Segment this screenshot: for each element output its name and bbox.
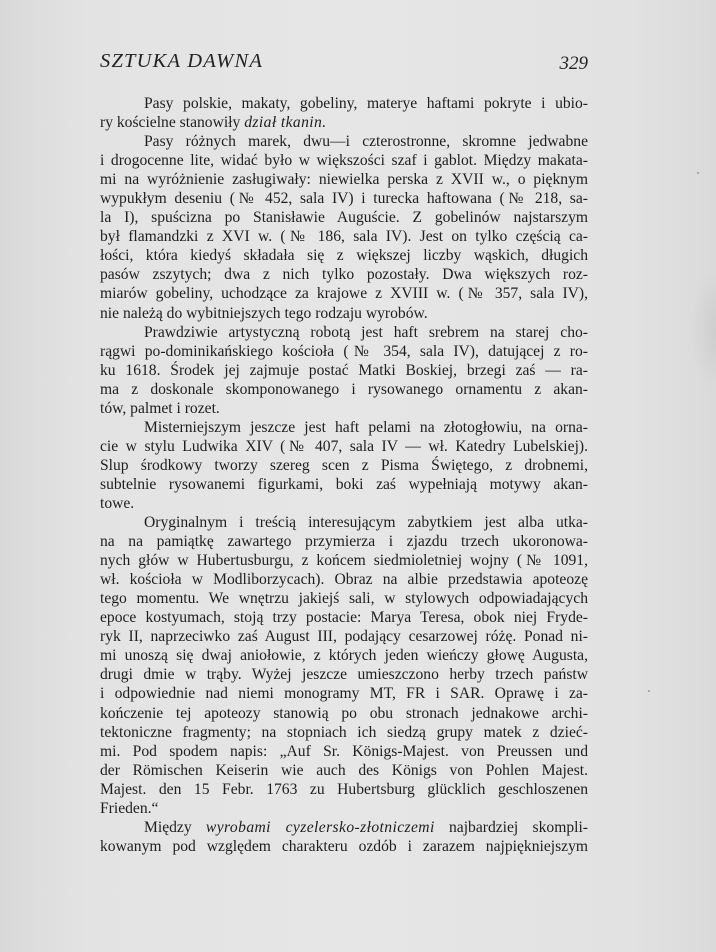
text-line: rągwi po-dominikańskiego kościoła (№ 354, sala IV), datującej z ro- [100, 342, 588, 360]
text-line: Misterniejszym jeszcze jest haft pelami na złotogłowiu, na orna- [144, 418, 588, 436]
text-line: pasów zszytych; dwa z nich tylko pozostały. Dwa większych roz- [100, 266, 588, 284]
text-segment: ry kościelne stanowiły [100, 114, 245, 132]
text-line: Prawdziwie artystyczną robotą jest haft srebrem na starej cho- [144, 323, 588, 341]
text-line: der Römischen Keiserin wie auch des Königs von Pohlen Majest. [100, 761, 588, 779]
page-speck [697, 172, 699, 174]
text-line: tego momentu. We wnętrzu jakiejś sali, w stylowych odpowiadających [100, 590, 588, 608]
text-line: mi. Pod spodem napis: „Auf Sr. Königs-Majest. von Preussen und [100, 742, 588, 760]
text-line: cie w stylu Ludwika XIV (№ 407, sala IV — wł. Katedry Lubelskiej). [100, 437, 588, 455]
text-line: mi na wyróżnienie zasługiwały: niewielka perska z XVII w., o pięknym [100, 171, 588, 189]
text-line: nie należą do wybitniejszych tego rodzaju wyrobów. [100, 304, 428, 322]
text-line: łości, która kiedyś składała się z większej liczby wąskich, długich [100, 247, 588, 265]
text-line: Frieden.“ [100, 799, 159, 817]
text-line: Oryginalnym i treścią interesującym zabytkiem jest alba utka- [144, 514, 588, 532]
paragraph [100, 94, 588, 132]
text-line: towe. [100, 494, 135, 512]
paragraph [100, 818, 588, 856]
text-segment: najbardziej skompli- [434, 818, 588, 836]
paragraph [100, 418, 588, 513]
text-line: Pasy różnych marek, dwu—i czterostronne, skromne jedwabne [144, 133, 588, 151]
page-speck [648, 690, 650, 692]
body-text [100, 94, 588, 856]
paragraph [100, 132, 588, 322]
paragraph [100, 323, 588, 418]
text-line: ku 1618. Środek jej zajmuje postać Matki Boskiej, brzegi zaś — ra- [100, 361, 588, 379]
text-line: Slup środkowy tworzy szereg scen z Pisma Świętego, z drobnemi, [100, 456, 588, 474]
text-line: wypukłym deseniu (№ 452, sala IV) i turecka haftowana (№ 218, sa- [100, 190, 588, 208]
paragraph [100, 513, 588, 818]
text-line: tów, palmet i rozet. [100, 399, 220, 417]
text-line: miarów gobeliny, uchodzące za krajowe z XVIII w. (№ 357, sala IV), [100, 285, 588, 303]
text-line [100, 818, 588, 837]
text-segment: Między [144, 818, 206, 836]
text-line: Majest. den 15 Febr. 1763 zu Hubertsburg glücklich geschloszenen [100, 780, 588, 798]
text-line: kończenie tej apoteozy stanowią po obu stronach jednakowe archi- [100, 704, 588, 722]
running-title: SZTUKA DAWNA [100, 50, 264, 72]
emphasized-text: wyrobami cyzelersko-złotniczemi [205, 818, 435, 836]
page-number: 329 [559, 53, 588, 74]
text-line: subtelnie rysowanemi figurkami, boki zaś wypełniają motywy akan- [100, 475, 588, 493]
text-line: mi unoszą się dwaj aniołowie, z których jeden wieńczy głowę Augusta, [100, 647, 588, 665]
text-line: na na pamiątkę zawartego przymierza i zjazdu trzech ukoronowa- [100, 533, 588, 551]
text-line: ryk II, naprzeciwko zaś August III, podający cesarzowej różę. Ponad ni- [100, 628, 588, 646]
running-head [100, 50, 590, 80]
page-stain [690, 270, 716, 390]
text-line: epoce kostyumach, stoją trzy postacie: Marya Teresa, obok niej Fryde- [100, 609, 588, 627]
text-line: nych głów w Hubertusburgu, z końcem siedmioletniej wojny (№ 1091, [100, 552, 588, 570]
text-line: kowanym pod względem charakteru ozdób i zarazem najpiękniejszym [100, 837, 588, 855]
emphasized-text: dział tkanin. [244, 114, 327, 132]
text-line: wł. kościoła w Modliborzycach). Obraz na albie przedstawia apoteozę [100, 571, 588, 589]
text-line: drugi dmie w trąby. Wyżej jeszcze umieszczono herby trzech państw [100, 666, 588, 684]
text-line [100, 113, 588, 132]
text-line: i drogocenne lite, widać było w większości szaf i gablot. Między makata- [100, 152, 588, 170]
text-line: i odpowiednie nad niemi monogramy MT, FR i SAR. Oprawę i za- [100, 685, 588, 703]
text-line: Pasy polskie, makaty, gobeliny, materye haftami pokryte i ubio- [144, 95, 588, 112]
text-line: był flamandzki z XVI w. (№ 186, sala IV). Jest on tylko częścią ca- [100, 228, 588, 246]
text-line: tektoniczne fragmenty; na stopniach ich siedzą grupy matek z dzieć- [100, 723, 588, 741]
text-line: la I), spuścizna po Stanisławie Auguście. Z gobelinów najstarszym [100, 209, 588, 227]
text-line: ma z doskonale skomponowanego i rysowanego ornamentu z akan- [100, 380, 588, 398]
